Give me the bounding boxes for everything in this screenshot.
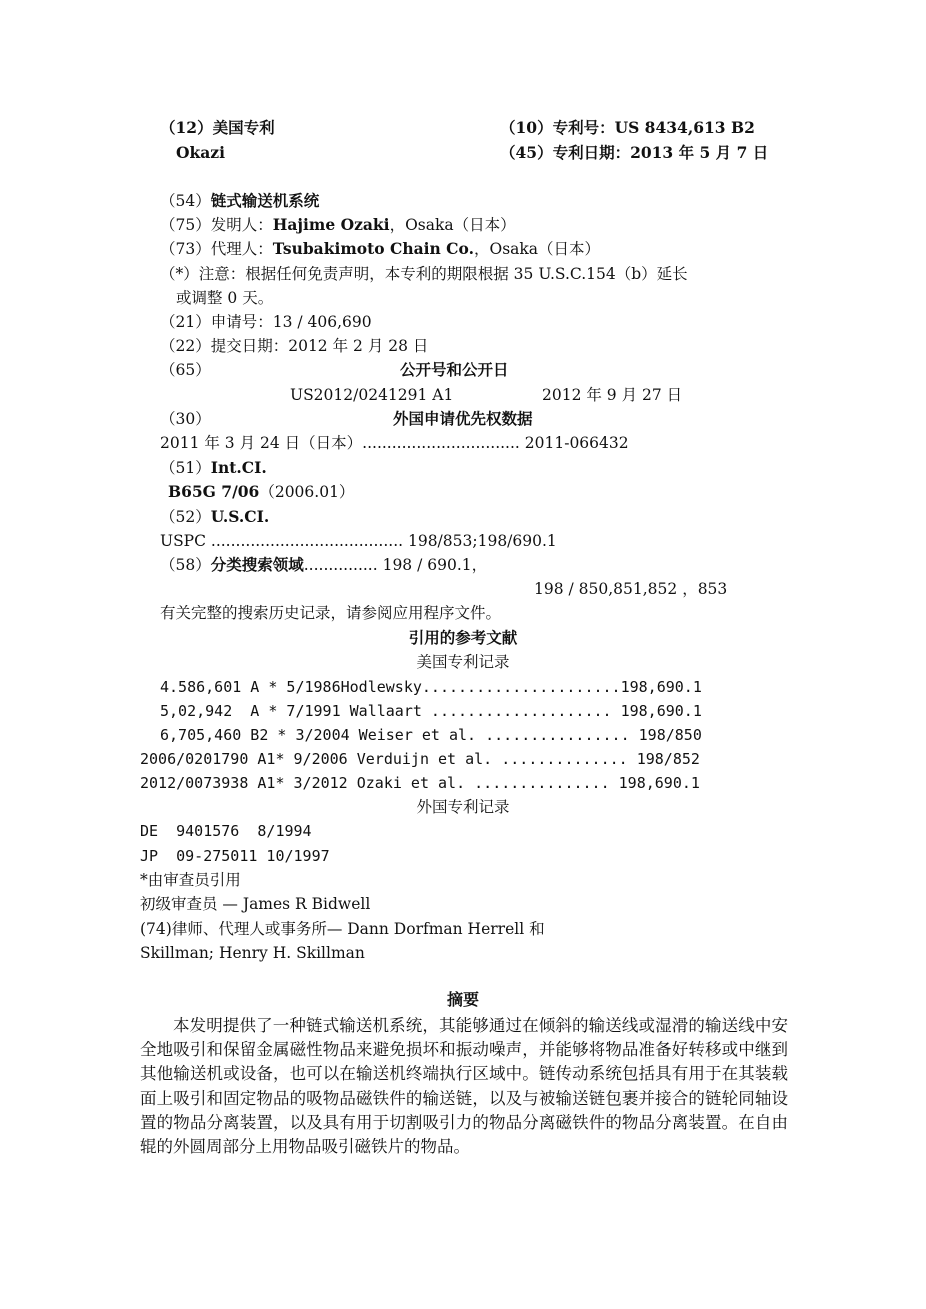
attorney-line-1: (74)律师、代理人或事务所— Dann Dorfman Herrell 和: [140, 920, 545, 938]
us-reference-row-5: 2012/0073938 A1* 3/2012 Ozaki et al. ............... 198,690.1: [140, 774, 700, 792]
int-cl-code: （51）: [160, 459, 211, 477]
inventor-name: Hajime Ozaki: [272, 215, 390, 234]
notice-line-1: （*）注意：根据任何免责声明，本专利的期限根据 35 U.S.C.154（b）延长: [160, 265, 688, 283]
int-cl-year: （2006.01）: [259, 483, 355, 501]
search-history-note: 有关完整的搜索历史记录，请参阅应用程序文件。: [160, 604, 502, 622]
patent-date: （45）专利日期：2013 年 5 月 7 日: [500, 143, 769, 162]
foreign-reference-row-1: DE 9401576 8/1994: [140, 822, 312, 840]
inventor-field: [160, 215, 516, 235]
inventor-location: ，Osaka（日本）: [389, 216, 516, 234]
int-cl-label: Int.CI.: [210, 458, 267, 477]
inventor-code: （75）发明人：: [160, 216, 273, 234]
prior-publication-code: （65）: [160, 361, 211, 379]
title-code: （54）: [160, 192, 211, 210]
patent-type: （12）美国专利: [160, 118, 275, 137]
prior-publication-heading: 公开号和公开日: [400, 360, 509, 379]
us-reference-row-1: 4.586,601 A * 5/1986Hodlewsky......................198,690.1: [160, 678, 702, 696]
int-cl-field: [160, 458, 267, 478]
patent-number: （10）专利号：US 8434,613 B2: [500, 118, 755, 137]
us-cl-code: （52）: [160, 508, 211, 526]
us-reference-row-4: 2006/0201790 A1* 9/2006 Verduijn et al. .............. 198/852: [140, 750, 700, 768]
int-cl-class: B65G 7/06: [168, 482, 260, 501]
us-reference-row-2: 5,02,942 A * 7/1991 Wallaart .................... 198,690.1: [160, 702, 702, 720]
assignee-name: Tsubakimoto Chain Co.: [272, 239, 474, 258]
filing-date: （22）提交日期：2012 年 2 月 28 日: [160, 337, 429, 355]
us-cl-entry: USPC ....................................... 198/853;198/690.1: [160, 532, 557, 550]
us-patents-heading: 美国专利记录: [416, 653, 510, 671]
primary-examiner: 初级审查员 — James R Bidwell: [140, 895, 371, 913]
us-reference-row-3: 6,705,460 B2 * 3/2004 Weiser et al. ................ 198/850: [160, 726, 702, 744]
field-search-line-1: ............... 198 / 690.1，: [303, 556, 488, 574]
assignee-code: （73）代理人：: [160, 240, 273, 258]
assignee-field: [160, 239, 600, 259]
inventor-short-name: Okazi: [176, 143, 225, 162]
notice-line-2: 或调整 0 天。: [176, 289, 274, 307]
title-field: [160, 191, 319, 211]
publication-date: 2012 年 9 月 27 日: [542, 386, 683, 404]
application-number: （21）申请号：13 / 406,690: [160, 313, 372, 331]
assignee-location: ，Osaka（日本）: [474, 240, 601, 258]
abstract-text: 本发明提供了一种链式输送机系统，其能够通过在倾斜的输送线或湿滑的输送线中安全地吸引和保留金属磁性物品来避免损坏和振动噪声，并能够将物品准备好转移或中继到其他输送机或设备，也可以在输送机终端执行区域中。链传动系统包括具有用于在其装载面上吸引和固定物品的吸物品磁铁件的输送链，以及与被输送链包裹并接合的链轮同轴设置的物品分离装置，以及具有用于切割吸引力的物品分离磁铁件的物品分离装置。在自由辊的外圆周部分上用物品吸引磁铁片的物品。: [140, 1016, 788, 1157]
field-search-label: 分类搜索领域: [210, 555, 304, 574]
foreign-reference-row-2: JP 09-275011 10/1997: [140, 847, 330, 865]
field-search: [160, 555, 487, 575]
attorney-line-2: Skillman; Henry H. Skillman: [140, 944, 365, 962]
field-search-line-2: 198 / 850,851,852 ，853: [534, 580, 728, 598]
examiner-cited-note: *由审查员引用: [140, 871, 241, 889]
int-cl-entry: [168, 482, 354, 502]
us-cl-field: [160, 507, 269, 527]
foreign-priority-heading: 外国申请优先权数据: [393, 409, 533, 428]
field-search-code: （58）: [160, 556, 211, 574]
references-heading: 引用的参考文献: [408, 628, 518, 647]
publication-number: US2012/0241291 A1: [290, 386, 454, 404]
abstract-heading: 摘要: [446, 990, 479, 1009]
patent-title: 链式输送机系统: [210, 191, 320, 210]
us-cl-label: U.S.CI.: [210, 507, 270, 526]
foreign-priority-code: （30）: [160, 410, 211, 428]
foreign-priority-entry: 2011 年 3 月 24 日（日本）................................ 2011-066432: [160, 434, 629, 452]
foreign-patents-heading: 外国专利记录: [416, 798, 510, 816]
